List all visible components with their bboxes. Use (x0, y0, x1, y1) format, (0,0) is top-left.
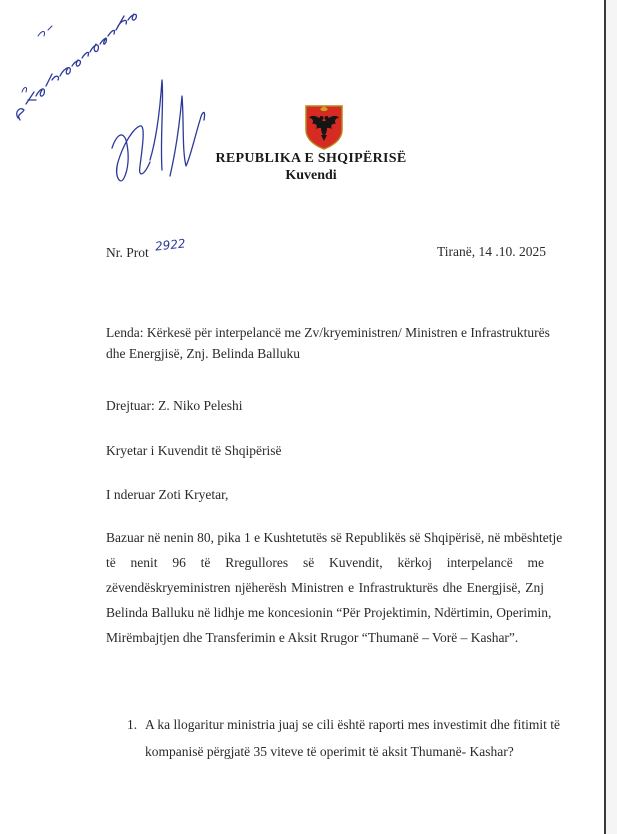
header-subtitle: Kuvendi (285, 168, 337, 183)
body-line-3: zëvendëskryeministren njëherësh Ministren e Infrastrukturës dhe Energjisë, Znj (106, 580, 544, 595)
protocol-number: 2922 (154, 236, 187, 254)
viewer-background (606, 0, 617, 834)
body-line-5: Mirëmbajtjen dhe Transferimin e Aksit Rrugor “Thumanë – Vorë – Kashar”. (106, 630, 519, 645)
addressee: Drejtuar: Z. Niko Peleshi (106, 398, 243, 413)
salutation: I nderuar Zoti Kryetar, (106, 487, 229, 502)
addressee-title: Kryetar i Kuvendit të Shqipërisë (106, 443, 282, 458)
body-line-1: Bazuar në nenin 80, pika 1 e Kushtetutës së Republikës së Shqipërisë, në mbështetje (106, 530, 563, 545)
place-date: Tiranë, 14 .10. 2025 (437, 244, 547, 259)
question-number: 1. (127, 717, 138, 732)
body-line-4: Belinda Balluku në lidhje me koncesionin “Për Projektimin, Ndërtimin, Operimin, (106, 605, 552, 620)
subject-line-2: dhe Energjisë, Znj. Belinda Balluku (106, 346, 300, 361)
body-line-2: të nenit 96 të Rregullores së Kuvendit, kërkoj interpelancë me (106, 555, 544, 570)
subject-line-1: Lenda: Kërkesë për interpelancë me Zv/kryeministren/ Ministren e Infrastrukturës (106, 325, 550, 340)
albania-emblem-icon (304, 104, 344, 150)
protocol-label: Nr. Prot (106, 245, 149, 260)
question-line-1: A ka llogaritur ministria juaj se cili është raporti mes investimit dhe fitimit të (145, 717, 561, 732)
question-line-2: kompanisë përgjatë 35 viteve të operimit të aksit Thumanë- Kashar? (145, 744, 514, 759)
header-title: REPUBLIKA E SHQIPËRISË (215, 151, 407, 166)
